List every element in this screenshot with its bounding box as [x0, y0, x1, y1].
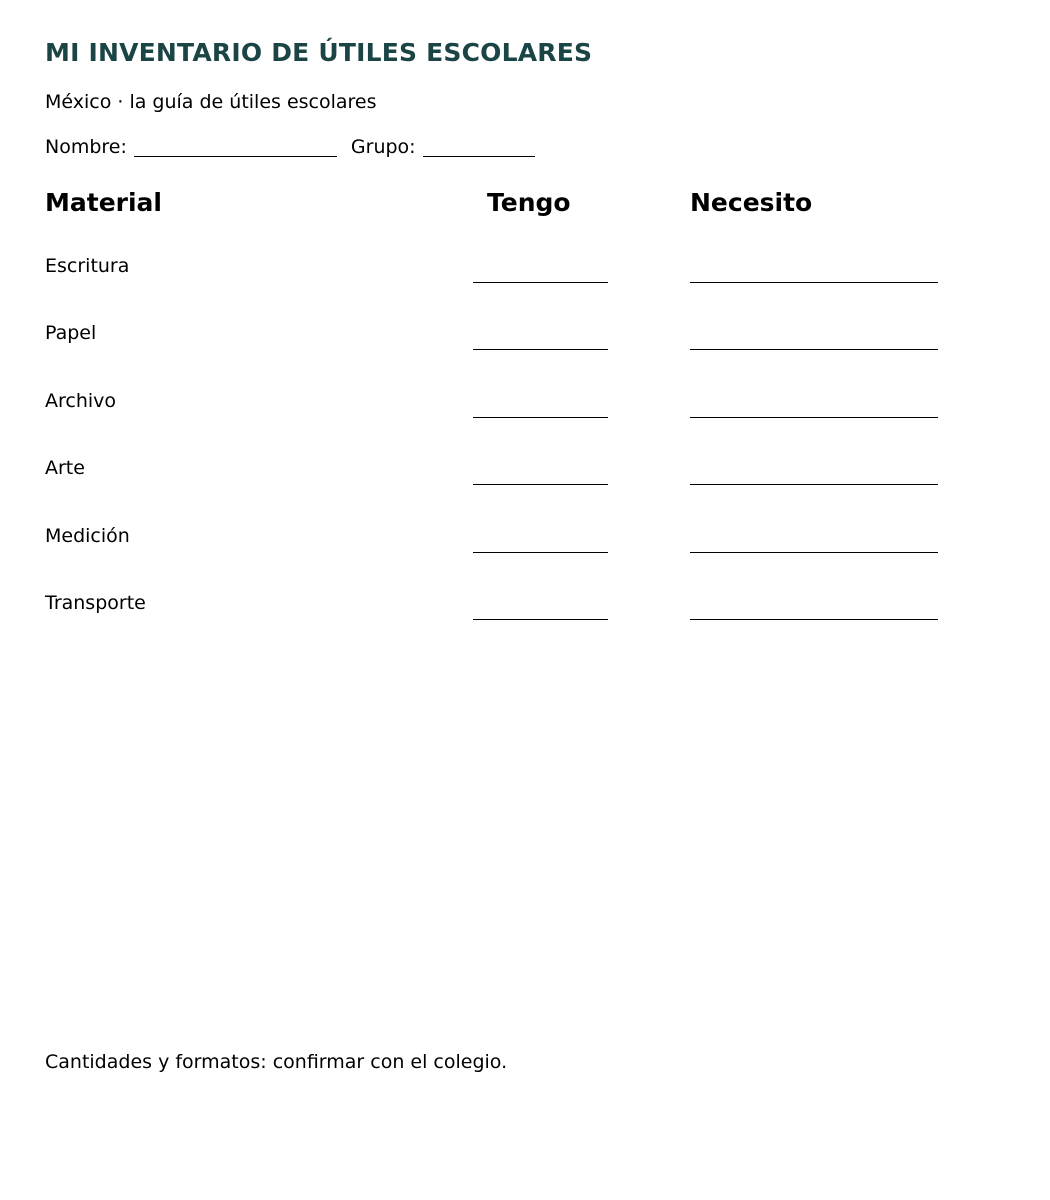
tengo-blank-line	[473, 349, 608, 350]
grupo-label: Grupo:	[350, 136, 416, 158]
tengo-blank-line	[473, 619, 608, 620]
column-header-tengo: Tengo	[487, 188, 571, 217]
nombre-blank-line	[134, 136, 337, 157]
row-label: Arte	[45, 457, 85, 479]
row-label: Papel	[45, 322, 97, 344]
inventory-row	[0, 390, 1050, 440]
necesito-blank-line	[690, 282, 938, 283]
necesito-blank-line	[690, 552, 938, 553]
tengo-blank-line	[473, 282, 608, 283]
necesito-blank-line	[690, 417, 938, 418]
student-info-fields	[45, 136, 535, 158]
tengo-blank-line	[473, 417, 608, 418]
page-title: MI INVENTARIO DE ÚTILES ESCOLARES	[45, 38, 593, 67]
nombre-label: Nombre:	[45, 136, 127, 158]
necesito-blank-line	[690, 619, 938, 620]
inventory-row	[0, 322, 1050, 372]
necesito-blank-line	[690, 349, 938, 350]
grupo-blank-line	[423, 136, 535, 157]
row-label: Transporte	[45, 592, 146, 614]
tengo-blank-line	[473, 484, 608, 485]
row-label: Archivo	[45, 390, 117, 412]
inventory-row	[0, 592, 1050, 642]
row-label: Medición	[45, 525, 130, 547]
necesito-blank-line	[690, 484, 938, 485]
inventory-row	[0, 457, 1050, 507]
row-label: Escritura	[45, 255, 130, 277]
page-subtitle: México · la guía de útiles escolares	[45, 91, 377, 113]
column-header-necesito: Necesito	[690, 188, 813, 217]
tengo-blank-line	[473, 552, 608, 553]
column-header-material: Material	[45, 188, 162, 217]
inventory-row	[0, 525, 1050, 575]
footnote: Cantidades y formatos: confirmar con el colegio.	[45, 1051, 508, 1073]
inventory-row	[0, 255, 1050, 305]
